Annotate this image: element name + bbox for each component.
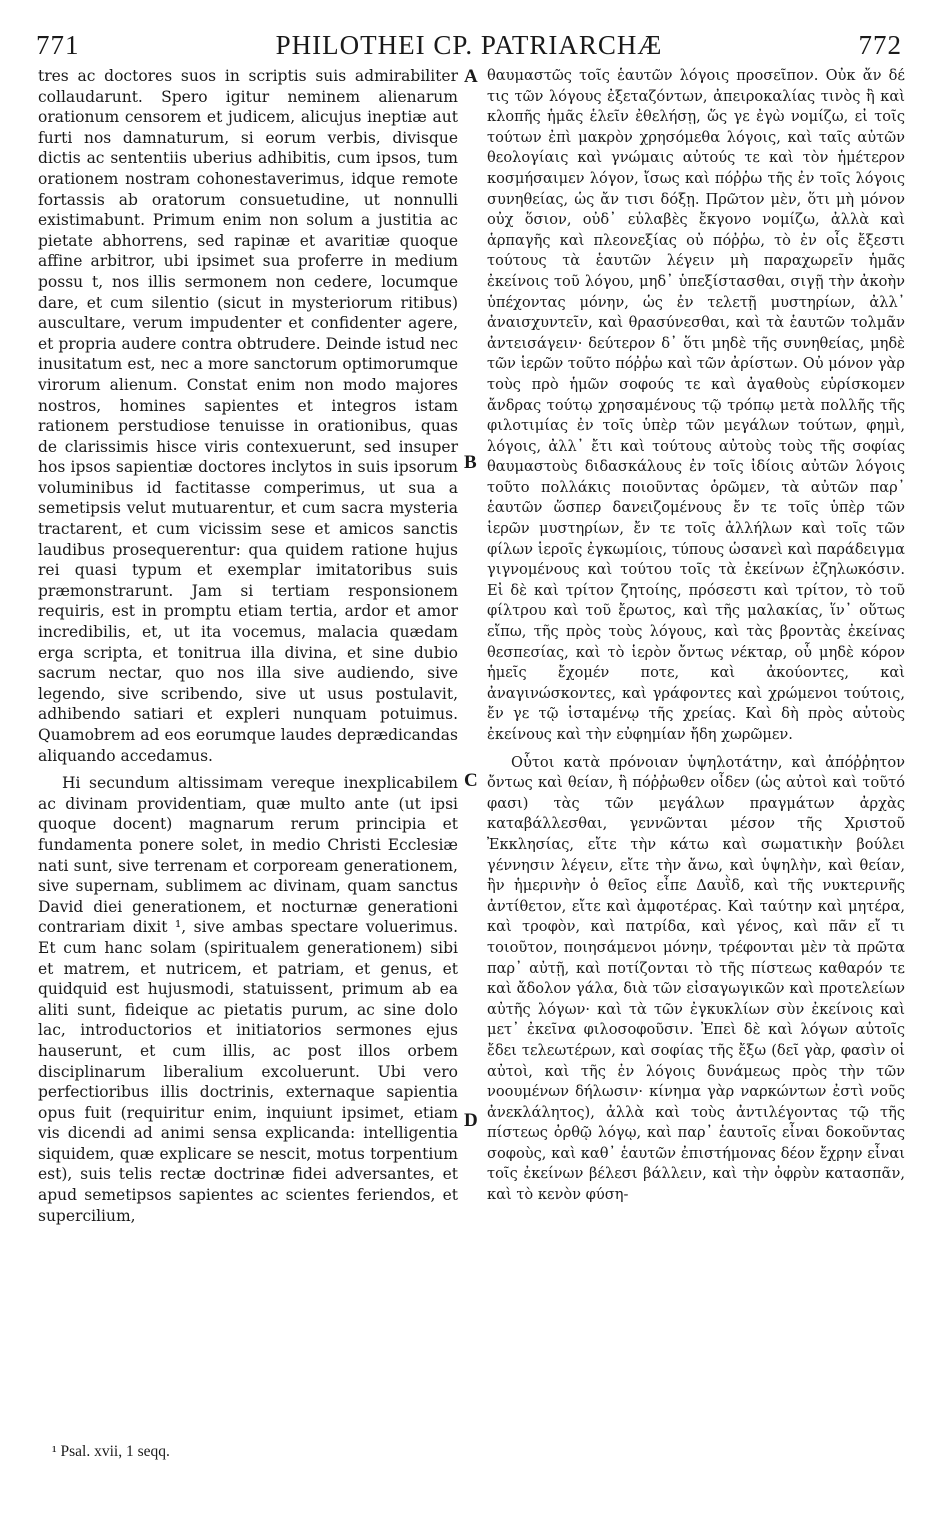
margin-mark-a: A (464, 66, 478, 87)
page-number-right: 772 (858, 30, 902, 60)
running-header (36, 30, 902, 64)
greek-paragraph-1: θαυμαστῶς τοῖς ἑαυτῶν λόγοις προσεῖπον. Οὐκ ἄν δέ τις τῶν λόγους ἐξεταζόντων, ἀπειροκαλίας τινὸς ἢ καὶ κλοπῆς ἡμᾶς ἑλεῖν ἐθελήσῃ, ὥς γε ἐγὼ νομίζω, εἰ τοῖς τούτων ἐπὶ μακρὸν χρησόμεθα λόγοις, καὶ ταῖς αὐτῶν θεολογίαις καὶ γνώμαις αὐτούς τε καὶ τὸν ἡμέτερον κοσμήσαιμεν λόγον, ἴσως καὶ πόῤῥω τῆς ἐν τοῖς λόγοις συνηθείας, ὡς ἄν τισι δόξῃ. Πρῶτον μὲν, ὅτι μὴ μόνον οὐχ ὅσιον, οὐδ᾿ εὐλαβὲς ἔκγονο νομίζω, ἀλλὰ καὶ ἁρπαγῆς καὶ πλεονεξίας οὐ πόῤῥω, τὸ ἐν οἷς ἔξεστι τούτους τὰ ἑαυτῶν λέγειν μὴ παραχωρεῖν ἡμᾶς ἐκείνοις τοῦ λόγου, μηδ᾿ ὑπεξίστασθαι, σιγῇ τὴν ἀκοὴν ὑπέχοντας μόνην, ὡς ἐν τελετῇ μυστηρίων, ἀλλ᾿ ἀναισχυντεῖν, καὶ θρασύνεσθαι, καὶ τὰ ἑαυτῶν τολμᾶν ἀντεισάγειν· δεύτερον δ᾿ ὅτι μηδὲ τῆς συνηθείας, μηδὲ τῶν ἱερῶν τοῦτο πόῤῥω καὶ τῶν ἀρίστων. Οὐ μόνον γὰρ τοὺς πρὸ ἡμῶν σοφούς τε καὶ ἀγαθοὺς εὑρίσκομεν ἄνδρας τούτῳ χρησαμένους τῷ τρόπῳ μετὰ πολλῆς τῆς φιλοτιμίας ἐν τοῖς ὑπὲρ τῶν μεγάλων τούτων, φημὶ, λόγοις, ἀλλ᾿ ἔτι καὶ τούτους αὐτοὺς τοὺς τῆς σοφίας θαυμαστοὺς διδασκάλους ἐν τοῖς ἰδίοις αὐτῶν λόγοις τοῦτο πολλάκις ποιοῦντας ὁρῶμεν, τὰ αὐτῶν παρ᾿ ἑαυτῶν ὥσπερ δανειζομένους ἔν τε τοῖς ὑπὲρ τῶν ἱερῶν μυστηρίων, ἔν τε τοῖς ἀλλήλων καὶ τοῖς τῶν φίλων ἱεροῖς ἐγκωμίοις, τύπους ὡσανεὶ καὶ παράδειγμα γιγνομένους καὶ τούτου τοῖς τὰ ἐκείνων ἐζηλωκόσιν. Εἰ δὲ καὶ τρίτον ζητοίης, πρόσεστι καὶ τρίτον, τὸ τοῦ φίλτρου καὶ τοῦ ἔρωτος, καὶ τῆς μαλακίας, ἵν᾿ οὕτως εἴπω, τῆς πρὸς τοὺς λόγους, καὶ τὰς βροντὰς ἐκείνας θεσπεσίας, καὶ τὸ ἱερὸν ὄντως νέκταρ, οὗ μηδὲ κόρον ἡμεῖς ἔχομέν ποτε, καὶ ἀκούοντες, καὶ ἀναγινώσκοντες, καὶ γράφοντες καὶ χρώμενοι τούτοις, ἔν γε τῷ ἱσταμένῳ τῆς χρείας. Καὶ δὴ πρὸς αὐτοὺς ἐκείνους καὶ τὴν εὐφημίαν ἤδη χωρῶμεν. (487, 67, 905, 743)
footnote: ¹ Psal. xvii, 1 seqq. (52, 1443, 170, 1460)
margin-mark-d: D (464, 1110, 478, 1131)
margin-mark-b: B (464, 452, 477, 473)
margin-mark-c: C (464, 770, 478, 791)
greek-paragraph-2: Οὗτοι κατὰ πρόνοιαν ὑψηλοτάτην, καὶ ἀπόῤῥητον ὄντως καὶ θείαν, ἣ πόῤῥωθεν οἶδεν (ὡς αὐτοὶ καὶ τοῦτό φασι) τὰς τῶν μεγάλων πραγμάτων ἀρχὰς καταβάλλεσθαι, γεννῶνται μέσον τῆς Χριστοῦ Ἐκκλησίας, εἴτε τὴν κάτω καὶ σωματικὴν βούλει γέννησιν λέγειν, εἴτε τὴν ἄνω, καὶ ὑψηλὴν, καὶ θείαν, ἣν ἡμερινὴν ὁ θεῖος εἶπε Δαυῒδ, καὶ τῆς νυκτερινῆς ἀντίθετον, εἴτε καὶ ἀμφοτέρας. Καὶ ταύτην καὶ μητέρα, καὶ τροφὸν, καὶ πατρίδα, καὶ γένος, καὶ πᾶν εἴ τι τοιοῦτον, ποιησάμενοι μόνην, τρέφονται μὲν τὰ πρῶτα παρ᾿ αὐτῇ, καὶ ποτίζονται τὸ τῆς πίστεως καθαρόν τε καὶ ἄδολον γάλα, διὰ τῶν εἰσαγωγικῶν καὶ προτελείων αὐτῆς λόγων· καὶ τὰ τῶν ἐγκυκλίων σὺν ἐκείνοις καὶ μετ᾿ ἐκεῖνα φιλοσοφοῦσιν. Ἐπεὶ δὲ καὶ λόγων αὐτοῖς ἔδει τελεωτέρων, καὶ σοφίας τῆς ἔξω (δεῖ γὰρ, φασὶν οἱ αὐτοὶ, καὶ τῆς ἐν λόγοις δυνάμεως πρὸς τὴν τῶν νοουμένων δήλωσιν· κίνημα γὰρ ναρκώντων ἐστὶ νοῦς ἀνεκλάλητος), ἀλλὰ καὶ τοὺς ἀντιλέγοντας τῷ τῆς πίστεως ὀρθῷ λόγῳ, καὶ παρ᾿ ἑαυτοῖς εἶναι δοκοῦντας σοφοὺς, καὶ καθ᾿ ἑαυτῶν ἐπιστήμονας δέον ἔχρην εἶναι τοῖς ἐκείνων βέλεσι βάλλειν, καὶ τὴν ὀφρὺν κατασπᾶν, καὶ τὸ κενὸν φύση- (487, 753, 905, 1204)
running-title: PHILOTHEI CP. PATRIARCHÆ (275, 30, 663, 60)
latin-paragraph-1: tres ac doctores suos in scriptis suis admirabiliter collaudarunt. Spero igitur neminem alienarum orationum censorem et judicem, alicujus ineptiæ aut furti nos damnaturum, si eorum verbis, divisque dictis ac sententiis uberius adhibitis, cum ipsos, tum orationem nostram cohonestaverimus, idque remote fortassis ab oratorum consuetudine, ut nonnulli existimabunt. Primum enim non solum a justitia ac pietate abhorrens, sed rapinæ et avaritiæ quoque affine arbitror, ubi ipsimet sua proferre in medium possu t, nos illis sermonem non cedere, locumque dare, et cum silentio (sicut in mysteriorum ritibus) auscultare, verum impudenter et confidenter agere, et propria audere contra obtrudere. Deinde istud nec inusitatum est, nec a more sanctorum optimorumque virorum alienum. Constat enim non modo majores nostros, homines sapientes et integros istam rationem perstudiose tenuisse in orationibus, quas de clarissimis hisce viris contexuerunt, sed insuper hos ipsos sapientiæ doctores inclytos in suis ipsorum voluminibus id factitasse comperimus, ut sua a semetipsis velut mutuarentur, et cum sacra mysteria tractarent, et cum vicissim sese et amicos sanctis laudibus prosequerentur: qua quidem ratione hujus rei quasi typum et exemplar imitatoribus suis præmonstrarunt. Jam si tertiam responsionem requiris, est in promptu etiam tertia, ardor et amor incredibilis, et, ut ita vocemus, malacia quædam erga scripta, et tonitrua illa divina, et sine dubio sacrum nectar, quo nos illa sive audiendo, sive legendo, sive scribendo, sive ut usus postulavit, adhibendo satiari et expleri nunquam potuimus. Quamobrem ad eos eorumque laudes deprædicandas aliquando accedamus. (38, 67, 458, 765)
latin-column (38, 66, 458, 1226)
latin-paragraph-2: Hi secundum altissimam vereque inexplicabilem ac divinam providentiam, quæ multo ante (ut ipsi quoque docent) magnarum rerum principia et fundamenta ponere solet, in medio Christi Ecclesiæ nati sunt, sive terrenam et corpoream generationem, sive supernam, sublimem ac divinam, quam sanctus David diei generationem, et nocturnæ generationi contrariam dixit ¹, sive ambas spectare voluerimus. Et cum hanc solam (spiritualem generationem) sibi et matrem, et nutricem, et patriam, et genus, et quidquid est hujusmodi, statuissent, primum ab ea aliti sunt, fideique ac pietatis purum, ac sine dolo lac, introductorios et initiatorios sermones ejus hauserunt, et cum illis, ac post illos orbem disciplinarum liberalium excoluerunt. Ubi vero perfectioribus illis doctrinis, externaque sapientia opus fuit (requiritur enim, inquiunt ipsimet, etiam vis dicendi ad animi sensa explicanda: intelligentia siquidem, quæ explicare se nescit, motus torpentium est), suis telis rectæ doctrinæ fidei adversantes, et apud semetipsos sapientes ac scientes feriendos, et supercilium, (38, 774, 458, 1225)
page-number-left: 771 (36, 30, 80, 60)
greek-column (487, 66, 905, 1206)
